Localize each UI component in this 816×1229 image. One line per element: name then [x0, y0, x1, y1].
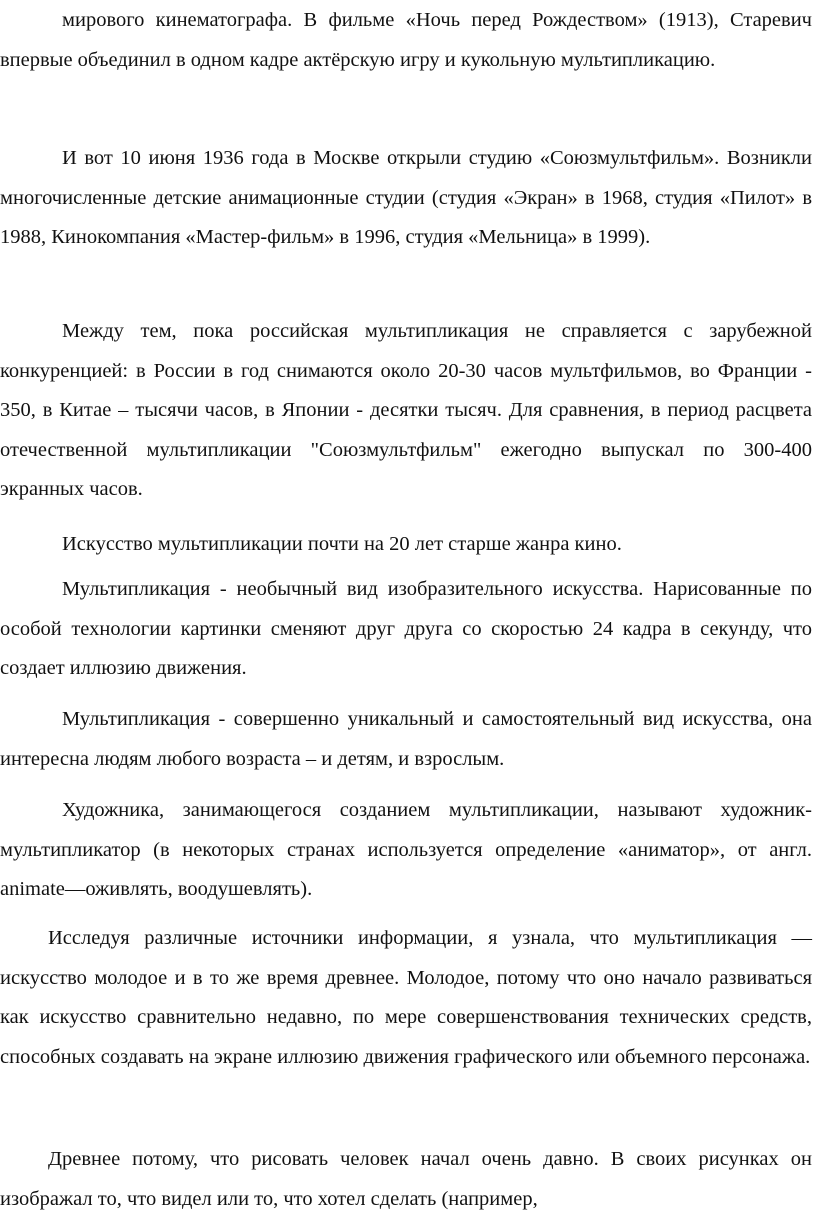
- paragraph-4: Искусство мультипликации почти на 20 лет старше жанра кино.: [62, 533, 622, 555]
- paragraph-8: Исследуя различные источники информации, я узнала, что мультипликация — искусство молодое и в то же время древнее. Молодое, потому что оно начало развиваться как искусство сравнительно недавно, по мере совершенствования технических средств, способных создавать на экране иллюзию движения графического или объемного персонажа.: [0, 927, 812, 1068]
- paragraph-2: И вот 10 июня 1936 года в Москве открыли студию «Союзмультфильм». Возникли многочисленные детские анимационные студии (студия «Экран» в 1968, студия «Пилот» в 1988, Кинокомпания «Мастер-фильм» в 1996, студия «Мельница» в 1999).: [0, 147, 812, 248]
- paragraph-6: Мультипликация - совершенно уникальный и самостоятельный вид искусства, она интересна людям любого возраста – и детям, и взрослым.: [0, 708, 812, 770]
- paragraph-7: Художника, занимающегося созданием мультипликации, называют художник-мультипликатор (в некоторых странах используется определение «аниматор», от англ. animate—оживлять, воодушевлять).: [0, 799, 812, 900]
- paragraph-5: Мультипликация - необычный вид изобразительного искусства. Нарисованные по особой технологии картинки сменяют друг друга со скоростью 24 кадра в секунду, что создает иллюзию движения.: [0, 578, 812, 679]
- paragraph-3: Между тем, пока российская мультипликация не справляется с зарубежной конкуренцией: в России в год снимаются около 20-30 часов мультфильмов, во Франции - 350, в Китае – тысячи часов, в Японии - десятки тысяч. Для сравнения, в период расцвета отечественной мультипликации "Союзмультфильм" ежегодно выпускал по 300-400 экранных часов.: [0, 320, 812, 500]
- paragraph-9: Древнее потому, что рисовать человек начал очень давно. В своих рисунках он изображал то, что видел или то, что хотел сделать (например,: [0, 1148, 812, 1210]
- paragraph-1: мирового кинематографа. В фильме «Ночь перед Рождеством» (1913), Старевич впервые объединил в одном кадре актёрскую игру и кукольную мультипликацию.: [0, 9, 812, 71]
